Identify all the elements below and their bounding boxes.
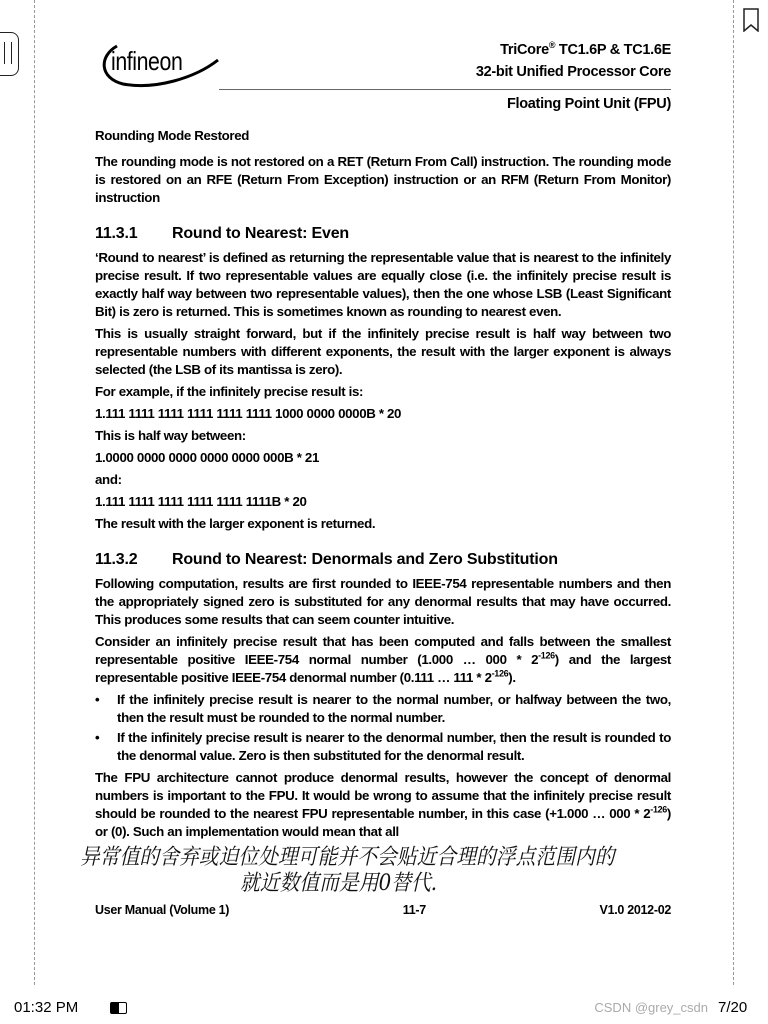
paragraph: and: <box>95 472 122 487</box>
page-indicator: 7/20 <box>718 999 748 1016</box>
binary-example: 1.0000 0000 0000 0000 0000 000B * 21 <box>95 450 320 465</box>
text: ) and the largest representable positive IEEE-754 denormal number (0.111 … 111 * 2 <box>95 652 671 685</box>
text: Consider an infinitely precise result that has been computed and falls between the smallest representable positive IEEE-754 normal number (1.000 … 000 * 2 <box>95 634 671 667</box>
clock: 01:32 PM <box>14 999 79 1016</box>
section-title: Round to Nearest: Denormals and Zero Substitution <box>172 551 558 568</box>
handwritten-annotation <box>80 845 671 897</box>
binary-example: 1.111 1111 1111 1111 1111 1111B * 20 <box>95 494 307 509</box>
paragraph: For example, if the infinitely precise result is: <box>95 384 364 399</box>
menu-icon <box>4 42 12 64</box>
text: ). <box>508 670 516 685</box>
footer-manual: User Manual (Volume 1) <box>95 903 230 917</box>
paragraph: ‘Round to nearest’ is defined as returning the representable value that is nearest to the infinitely precise result. If two representable values are equally close (i.e. the infinitely precise result is exactly half way between two representable values), then the one whose LSB (Least Significant Bit) is zero is returned. This is sometimes known as rounding to nearest even. <box>95 250 671 319</box>
menu-handle-button[interactable] <box>0 32 19 76</box>
right-margin-guide <box>733 0 734 985</box>
page-footer <box>95 901 671 919</box>
footer-version: V1.0 2012-02 <box>599 903 671 917</box>
paragraph: The result with the larger exponent is returned. <box>95 516 376 531</box>
bookmark-icon[interactable] <box>742 8 760 32</box>
battery-icon <box>110 1002 127 1014</box>
paragraph: This is usually straight forward, but if the infinitely precise result is half way between two representable numbers with different exponents, the result with the larger exponent is always selected (the LSB of its mantissa is zero). <box>95 326 671 377</box>
doc-title <box>500 42 671 58</box>
section-title: Round to Nearest: Even <box>172 225 349 242</box>
document-body <box>80 127 671 919</box>
infineon-logo: infineon <box>95 38 225 88</box>
exponent: -126 <box>650 804 667 815</box>
registered-mark: ® <box>548 40 556 51</box>
rm-paragraph: The rounding mode is not restored on a RET (Return From Call) instruction. The rounding mode is restored on an RFE (Return From Exception) instruction or an RFM (Return From Monitor) instruction <box>95 154 671 205</box>
left-margin-guide <box>34 0 35 985</box>
section-11-3-2-heading <box>95 551 671 569</box>
doc-subtitle: 32-bit Unified Processor Core <box>475 64 671 80</box>
bullet-list <box>95 691 671 765</box>
watermark: CSDN @grey_csdn <box>594 1000 708 1015</box>
handwritten-annotation-line2: 就近数值而是用0替代. <box>240 871 438 896</box>
exponent: -126 <box>538 650 555 661</box>
list-item: • If the infinitely precise result is nearer to the normal number, or halfway between the two, then the result must be rounded to the normal number. <box>95 691 671 727</box>
paragraph <box>95 633 671 687</box>
exponent: -126 <box>491 668 509 679</box>
list-item: • If the infinitely precise result is nearer to the denormal number, then the result is rounded to the denormal value. Zero is then substituted for the denormal result. <box>95 729 671 765</box>
paragraph: Following computation, results are first rounded to IEEE-754 representable numbers and then the appropriately signed zero is substituted for any denormal results that may have occurred. This produces some results that can seem counter intuitive. <box>95 576 671 627</box>
section-title: Floating Point Unit (FPU) <box>506 96 671 112</box>
section-11-3-1-heading <box>95 225 671 243</box>
handwritten-annotation-line1: 异常值的舍弃或迫位处理可能并不会贴近合理的浮点范围内的 <box>80 845 615 870</box>
text: ) or (0). Such an implementation would mean that all <box>95 806 671 839</box>
footer-page-number: 11-7 <box>402 903 426 917</box>
text: The FPU architecture cannot produce denormal results, however the concept of denormal numbers is important to the FPU. It would be wrong to assume that the infinitely precise result should be rounded to the nearest FPU representable number, in this case (+1.000 … 000 * 2 <box>95 770 671 821</box>
paragraph: This is half way between: <box>95 428 246 443</box>
paragraph <box>95 769 671 841</box>
header-rule <box>219 89 671 90</box>
title-post: TC1.6P & TC1.6E <box>555 42 671 58</box>
binary-example: 1.111 1111 1111 1111 1111 1111 1000 0000 0000B * 20 <box>95 406 402 421</box>
section-number: 11.3.2 <box>95 551 138 568</box>
title-pre: TriCore <box>500 42 549 58</box>
section-number: 11.3.1 <box>95 225 138 242</box>
rm-heading: Rounding Mode Restored <box>95 128 250 143</box>
